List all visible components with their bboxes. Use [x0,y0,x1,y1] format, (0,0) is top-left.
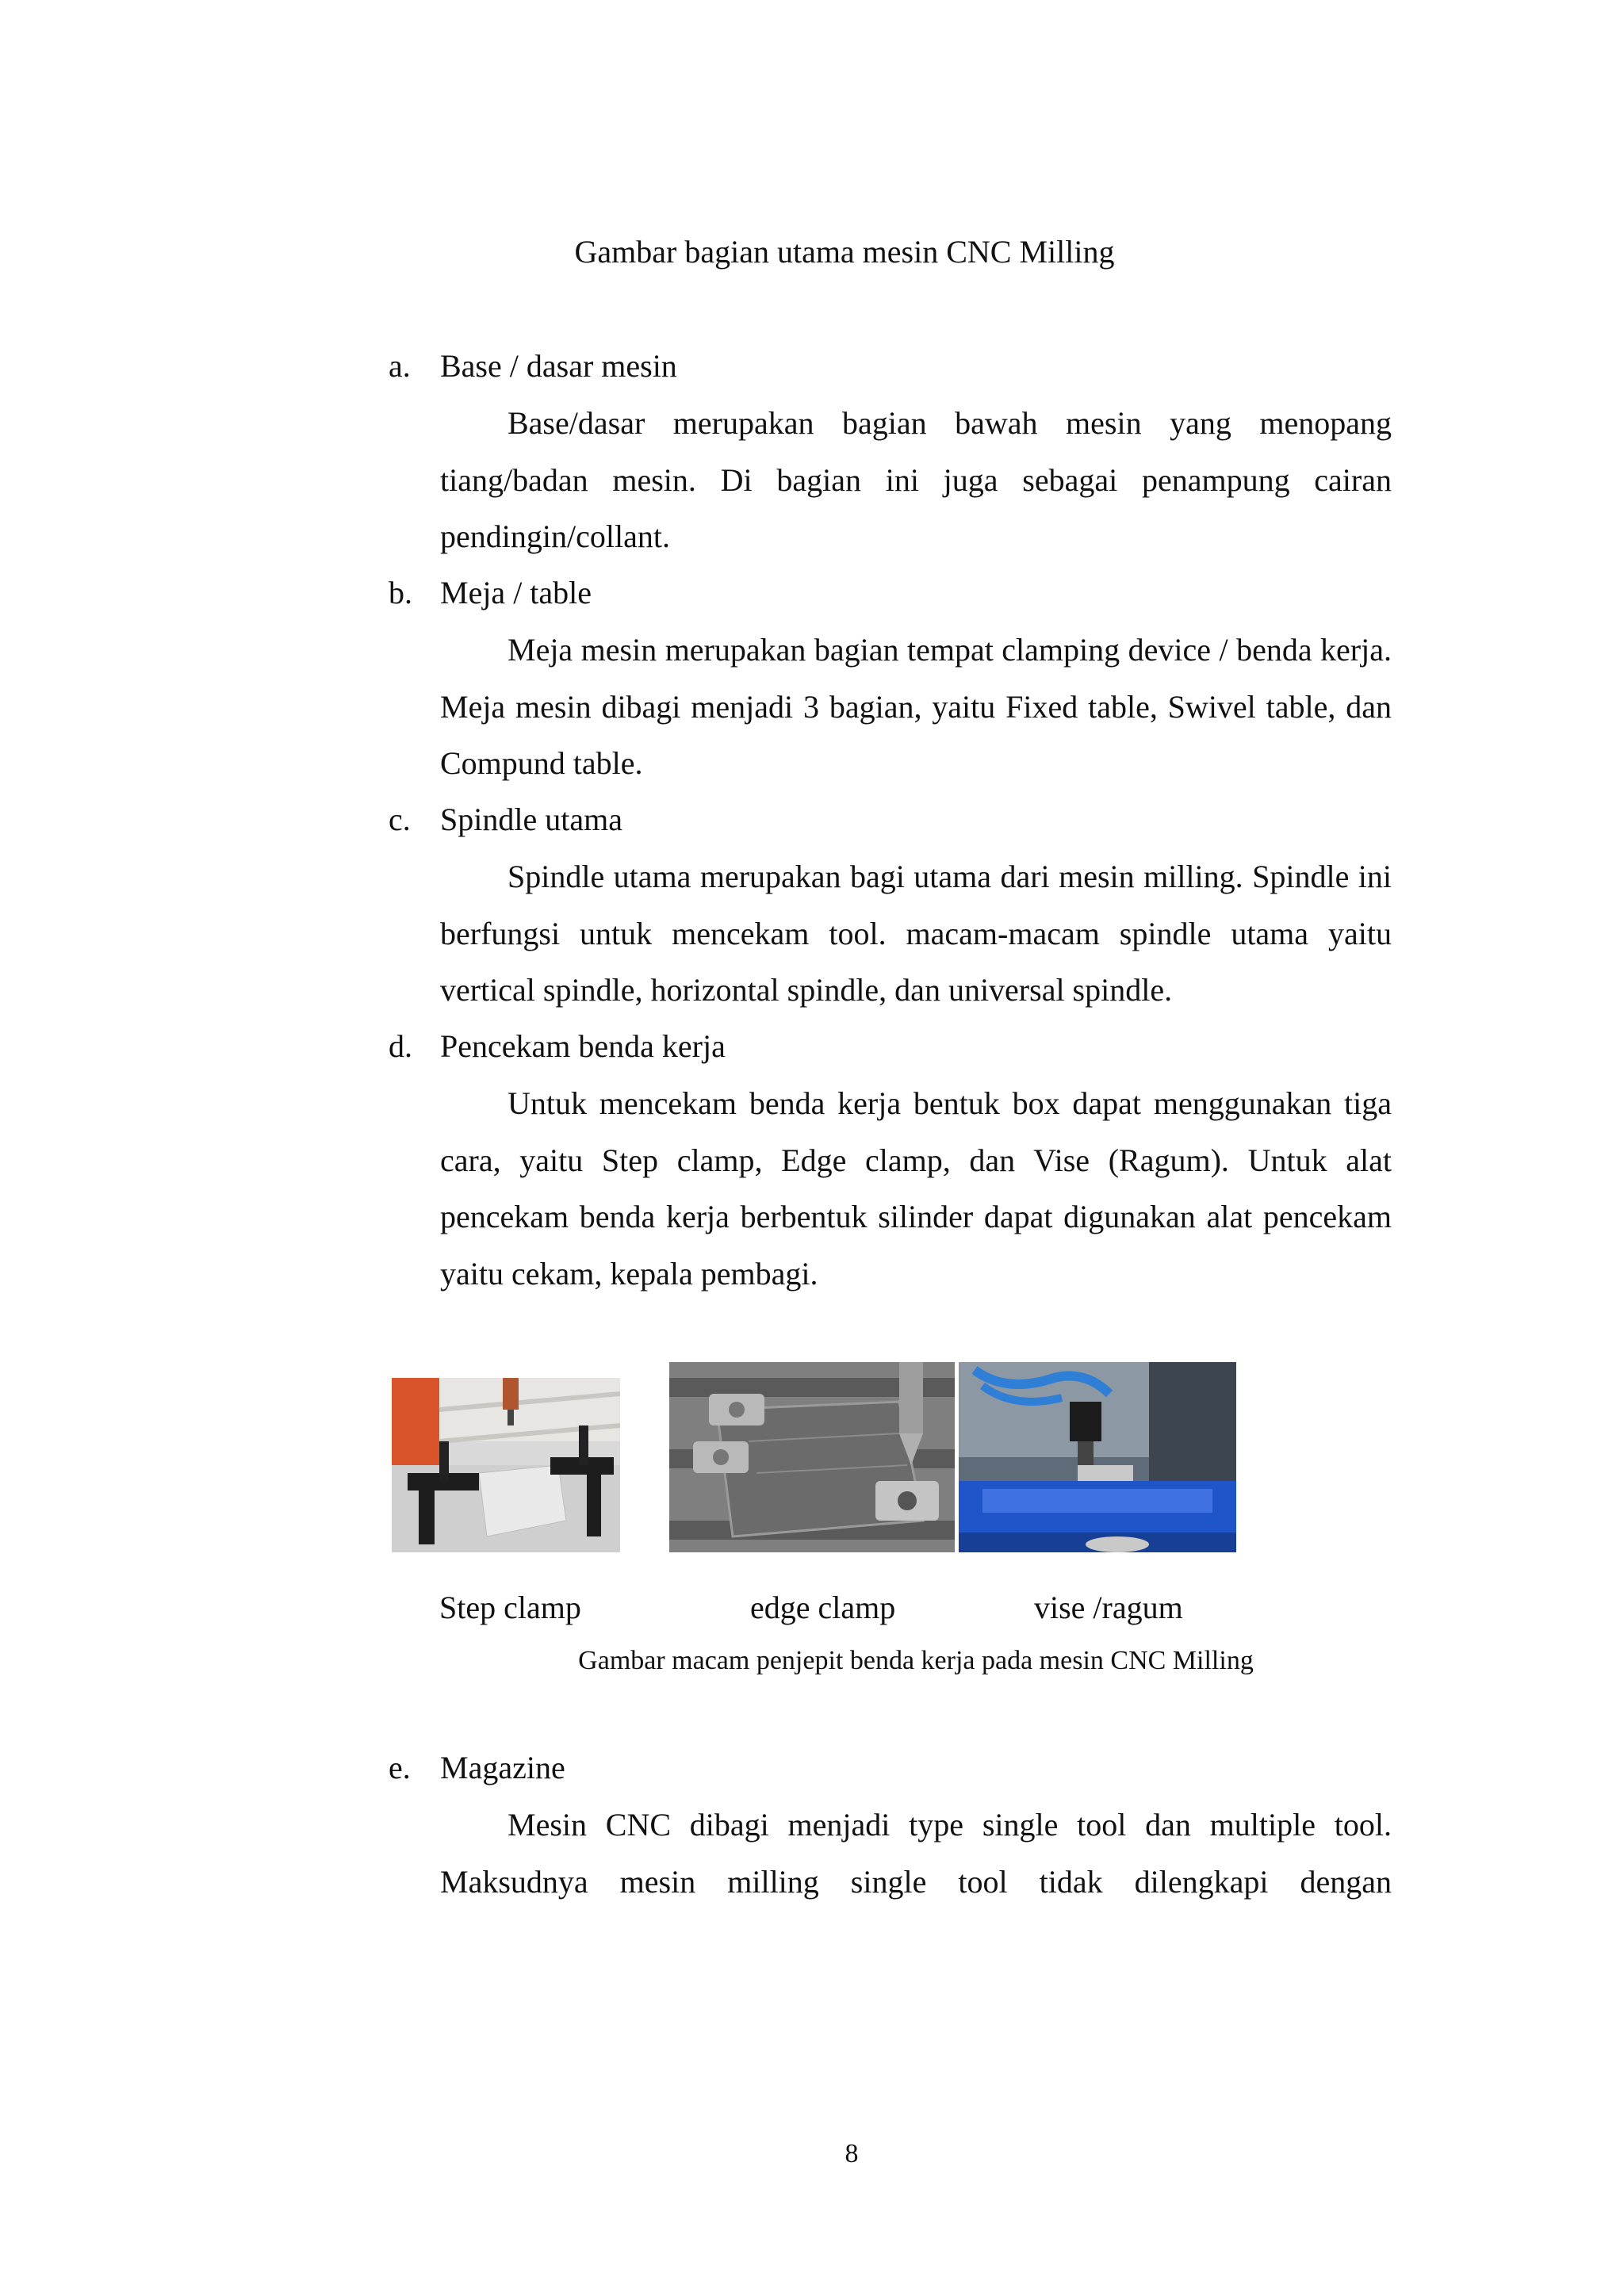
edge-clamp-photo [669,1362,955,1552]
list-item-letter: c. [389,802,411,837]
list-item-heading [389,338,1392,395]
list-item-title: Meja / table [440,575,592,610]
list-item-body: Base/dasar merupakan bagian bawah mesin yang menopang tiang/badan mesin. Di bagian ini juga sebagai penampung cairan pendingin/collant. [440,405,1392,554]
clamp-photos-row [392,1362,1236,1552]
list-item-heading [389,1018,1392,1075]
page-number: 8 [845,2139,859,2168]
list-item-letter: a. [389,348,411,384]
vise-photo [959,1362,1236,1552]
list-item-magazine [389,1739,1392,1910]
step-clamp-photo [392,1378,620,1552]
list-item-spindle [389,791,1392,1019]
photo-label-edge-clamp: edge clamp [750,1590,896,1625]
figure-caption-clamps: Gambar macam penjepit benda kerja pada mesin CNC Milling [578,1646,1254,1675]
list-item-heading [389,1739,1392,1797]
list-item-title: Pencekam benda kerja [440,1028,726,1064]
list-item-workholding [389,1018,1392,1302]
list-item-heading [389,791,1392,848]
list-item-body: Untuk mencekam benda kerja bentuk box dapat menggunakan tiga cara, yaitu Step clamp, Edge clamp, dan Vise (Ragum). Untuk alat pencekam benda kerja berbentuk silinder dapat digunakan alat pencekam yaitu cekam, kepala pembagi. [440,1085,1392,1292]
list-item-letter: d. [389,1028,412,1064]
list-item-table [389,564,1392,792]
list-item-title: Spindle utama [440,802,622,837]
list-item-letter: b. [389,575,412,610]
list-item-title: Base / dasar mesin [440,348,677,384]
list-item-body: Mesin CNC dibagi menjadi type single tool dan multiple tool. Maksudnya mesin milling single tool tidak dilengkapi dengan [440,1807,1392,1900]
photo-label-vise: vise /ragum [1034,1590,1183,1625]
photo-labels [0,1584,1624,1632]
list-item-heading [389,564,1392,622]
photo-label-step-clamp: Step clamp [439,1590,581,1625]
list-item-body: Spindle utama merupakan bagi utama dari mesin milling. Spindle ini berfungsi untuk mencekam tool. macam-macam spindle utama yaitu vertical spindle, horizontal spindle, dan universal spindle. [440,859,1392,1008]
list-item-base [389,338,1392,565]
figure-caption-main-parts: Gambar bagian utama mesin CNC Milling [574,234,1115,270]
list-item-title: Magazine [440,1750,565,1785]
list-item-letter: e. [389,1750,411,1785]
list-item-body: Meja mesin merupakan bagian tempat clamping device / benda kerja. Meja mesin dibagi menjadi 3 bagian, yaitu Fixed table, Swivel table, dan Compund table. [440,632,1392,781]
